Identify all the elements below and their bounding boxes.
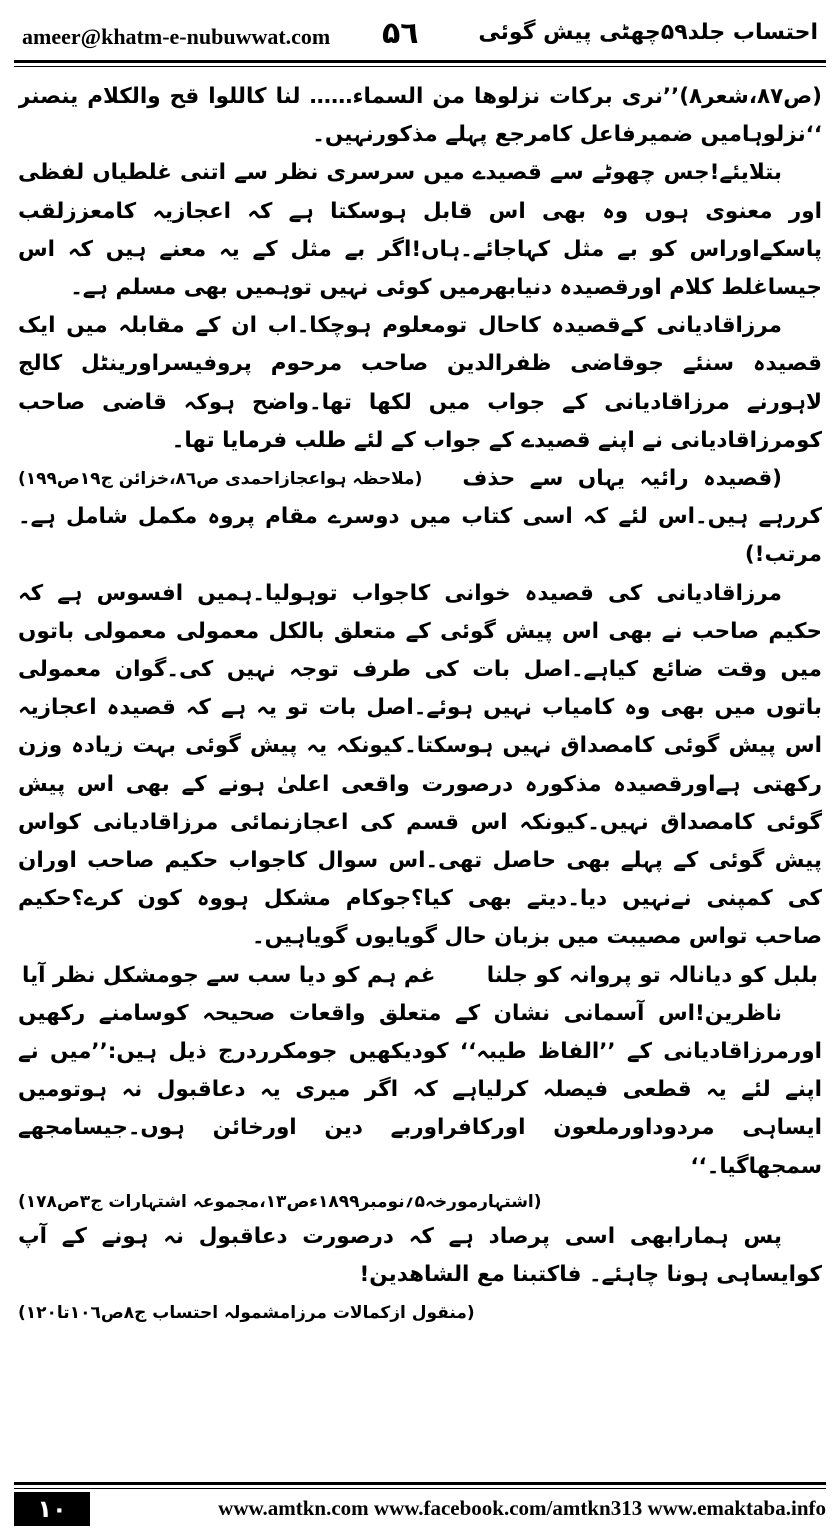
verse-right: بلبل کو دیانالہ تو پروانہ کو جلنا — [486, 962, 818, 988]
footer-rule-thin — [14, 1488, 826, 1489]
paragraph-4: (قصیدہ رائیہ یہاں سے حذف کررہے ہیں۔اس لئے کہ اسی کتاب میں دوسرے مقام پروہ مکمل شامل ہے۔مرتب!) — [18, 466, 822, 568]
header-email: ameer@khatm-e-nubuwwat.com — [22, 24, 331, 49]
page-body — [18, 78, 822, 1468]
footer-rule — [14, 1482, 826, 1485]
paragraph-7-text: پس ہمارابھی اسی پرصاد ہے کہ درصورت دعاقبول نہ ہونے کے آپ کوایساہی ہونا چاہئے۔ فاکتبنا مع الشاھدین! — [18, 1223, 822, 1288]
header-title: احتساب جلد۵۹چھٹی پیش گوئی — [478, 20, 818, 45]
header-rule — [14, 60, 826, 63]
footer-urls: www.amtkn.com www.facebook.com/amtkn313 www.emaktaba.info — [218, 1496, 826, 1520]
page-header — [14, 10, 826, 60]
header-page-number: ۵٦ — [382, 16, 419, 51]
paragraph-3 — [18, 307, 822, 490]
header-rule-thin — [14, 66, 826, 67]
reference-2: (اشتہارمورخہ۵؍نومبر۱۸۹۹ءص۱۳،مجموعہ اشتہارات ج۳ص۱۷۸) — [18, 1191, 542, 1212]
verse-left: غم ہم کو دیا سب سے جومشکل نظر آیا — [22, 962, 436, 988]
footer-number-badge: ۱۰ — [14, 1492, 90, 1526]
reference-1: (ملاحظہ ہواعجازاحمدی ص۸٦،خزائن ج۱۹ص۱۹۹) — [18, 469, 423, 490]
paragraph-6: ناظرین!اس آسمانی نشان کے متعلق واقعات صحیحہ کوسامنے رکھیں اورمرزاقادیانی کے ’’الفاظ طیبہ‘‘ کودیکھیں جومکرردرج ذیل ہیں:’’میں نے اپنے لئے یہ قطعی فیصلہ کرلیاہے کہ اگر میری یہ دعاقبول نہ ہوتومیں ایساہی مردوداورملعون اورکافراوربے دین اورخائن ہوں۔جیسامجھے سمجھاگیا۔‘‘ — [18, 1000, 822, 1179]
paragraph-3-text: مرزاقادیانی کےقصیدہ کاحال تومعلوم ہوچکا۔اب ان کے مقابلہ میں ایک قصیدہ سنئے جوقاضی ظفرالدین صاحب مرحوم پروفیسراورینٹل کالج لاہورنے مرزاقادیانی کے جواب میں لکھا تھا۔واضح ہوکہ قاضی صاحب کومرزاقادیانی نے اپنے قصیدے کے جواب کے لئے طلب فرمایا تھا۔ — [18, 313, 822, 453]
reference-3: (منقول ازکمالات مرزامشمولہ احتساب ج۸ص۱۰٦تا۱۲۰) — [18, 1303, 475, 1324]
verse-couplet — [18, 957, 822, 995]
paragraph-1: (ص۸۷،شعر۸)’’نری برکات نزلوھا من السماء…… لنا کاللوا قح والکلام ینصنر ‘‘نزلوہامیں ضمیرفاعل کامرجع پہلے مذکورنہیں۔ — [18, 84, 822, 148]
paragraph-2: بتلایئے!جس چھوٹے سے قصیدے میں سرسری نظر سے اتنی غلطیاں لفظی اور معنوی ہوں وہ بھی اس قابل ہوسکتا ہے کہ اعجازیہ کامعززلقب پاسکےاوراس کو بے مثل کہاجائے۔ہاں!اگر بے مثل کے یہ معنے ہیں کہ اس جیساغلط کلام اورقصیدہ دنیابھرمیں کوئی نہیں توہمیں بھی مسلم ہے۔ — [18, 160, 822, 301]
page-footer — [14, 1482, 826, 1526]
paragraph-5: مرزاقادیانی کی قصیدہ خوانی کاجواب توہولیا۔ہمیں افسوس ہے کہ حکیم صاحب نے بھی اس پیش گوئی کے متعلق بالکل معمولی معمولی باتوں میں وقت ضائع کیاہے۔اصل بات کی طرف توجہ نہیں کی۔گوان معمولی باتوں میں بھی وہ کامیاب نہیں ہوئے۔اصل بات تو یہ ہے کہ قصیدہ اعجازیہ اس پیش گوئی کامصداق نہیں ہوسکتا۔کیونکہ یہ پیش گوئی بہت زیادہ وزن رکھتی ہےاورقصیدہ مذکورہ درصورت واقعی اعلیٰ ہونے کے بھی اس پیش گوئی کامصداق نہیں۔کیونکہ اس قسم کی اعجازنمائی مرزاقادیانی کواس پیش گوئی کے پہلے بھی حاصل تھی۔اس سوال کاجواب حکیم صاحب اوران کی کمپنی نےنہیں دیا۔دیتے بھی کیا؟جوکام مشکل ہووہ کون کرے؟حکیم صاحب تواس مصیبت میں بزبان حال گویایوں گویاہیں۔ — [18, 580, 822, 950]
paragraph-7 — [18, 1218, 822, 1324]
